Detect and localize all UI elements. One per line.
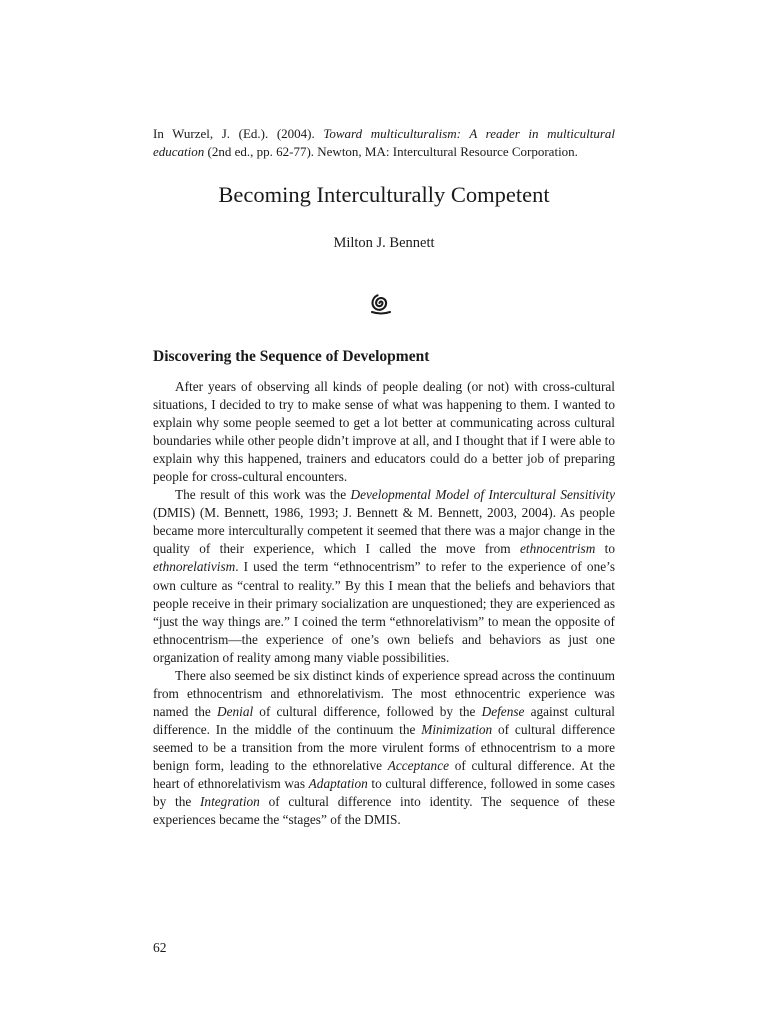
paragraph-3-emphasis: Defense [481,703,525,719]
paragraph-3-text: of cultural difference, followed by the [253,703,482,719]
citation-book-title: Toward multiculturalism: A reader in multicultural education [153,126,615,159]
paragraph-1: After years of observing all kinds of people dealing (or not) with cross-cultural situations, I decided to try to make sense of what was happening to them. I wanted to explain why some people seemed to get a lot better at communicating across cultural boundaries while other people didn’t improve at all, and I thought that if I were able to explain why this happened, trainers and educators could do a better job of preparing people for cross-cultural encounters. [153,379,615,485]
paragraph-2-text: (DMIS) (M. Bennett, 1986, 1993; J. Bennett & M. Bennett, 2003, 2004). As people became more interculturally competent it seemed that there was a major change in the quality of their experience, which I called the move from [153,505,615,557]
author-name: Milton J. Bennett [333,235,435,251]
paragraph-3-text: of cultural difference into identity. The sequence of these experiences became the “stages” of the DMIS. [153,794,615,828]
paragraph-3-text: of cultural difference. At the heart of ethnorelativism was [153,757,616,792]
citation-suffix: (2nd ed., pp. 62-77). Newton, MA: Intercultural Resource Corporation. [204,144,578,159]
paragraph-3-emphasis: Adaptation [308,776,368,792]
paragraph-2-emphasis: Developmental Model of Intercultural Sensitivity [350,487,615,503]
paragraph-2-text: The result of this work was the [175,487,351,503]
paragraph-3-emphasis: Minimization [421,721,493,737]
citation [153,125,615,161]
paragraph-3-emphasis: Acceptance [387,757,450,773]
paragraph-3-text: There also seemed be six distinct kinds of experience spread across the continuum from ethnocentrism and ethnorelativism. The most ethnocentric experience was named the [153,667,615,719]
spiral-ornament-icon [364,286,398,320]
body-text [153,378,615,829]
paragraph-3-text: of cultural difference seemed to be a transition from the more virulent forms of ethnocentrism to a more benign form, leading to the ethnorelative [153,721,615,773]
paragraph-2-text: to [595,541,615,557]
paragraph-3-text: against cultural difference. In the middle of the continuum the [153,703,615,737]
paragraph-3-text: to cultural difference, followed in some cases by the [153,776,616,810]
paragraph-3-emphasis: Integration [200,794,260,810]
paragraph-2-text: . I used the term “ethnocentrism” to refer to the experience of one’s own culture as “central to reality.” By this I mean that the beliefs and behaviors that people receive in their primary socialization are unquestioned; they are experienced as “just the way things are.” I coined the term “ethnorelativism” to mean the opposite of ethnocentrism—the experience of one’s own beliefs and behaviors as just one organization of reality among many viable possibilities. [153,559,615,665]
paragraph-3 [153,667,615,829]
page-title: Becoming Interculturally Competent [218,182,550,207]
paragraph-2-emphasis: ethnorelativism [153,559,236,575]
page-number: 62 [153,940,167,955]
paragraph-3-emphasis: Denial [216,703,254,719]
paragraph-2 [153,486,615,666]
paragraph-2-emphasis: ethnocentrism [519,541,596,557]
section-heading: Discovering the Sequence of Development [153,348,430,365]
citation-prefix: In Wurzel, J. (Ed.). (2004). [153,126,324,141]
